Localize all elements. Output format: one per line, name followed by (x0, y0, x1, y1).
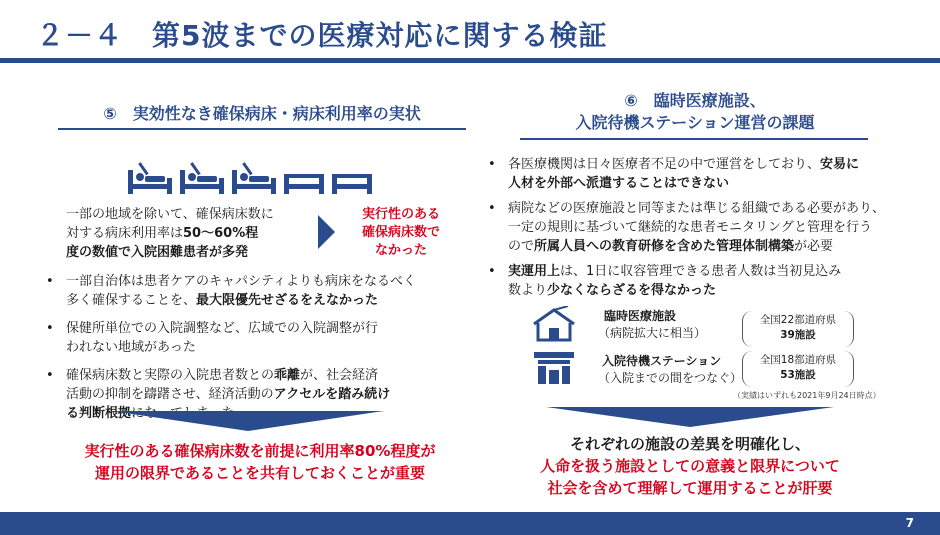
page-number: 7 (905, 516, 914, 530)
bullet-text: 数より (508, 283, 548, 298)
down-arrow-icon (546, 407, 834, 427)
bullet-text: • 保健所単位での入院調整など、広域での入院調整が行 (66, 321, 379, 336)
facility-stats (742, 311, 854, 347)
left-red-callout (346, 206, 456, 260)
bullet-emphasis: 人材を外部へ派遣することはできない (508, 176, 730, 191)
down-arrow-icon (112, 411, 384, 431)
title-underline (0, 58, 940, 63)
list-item (484, 262, 885, 300)
stat-prefectures: 全国22都道府県 (759, 314, 837, 326)
right-heading-underline (520, 138, 868, 140)
hospital-bed-icon (128, 156, 378, 198)
bullet-text: • 病院などの医療施設と同等または準じる組織である必要があり、 (508, 201, 886, 216)
callout-line: 確保病床数で (361, 225, 440, 240)
conclusion-line: 実行性のある確保病床数を前提に利用率80%程度が (84, 442, 436, 460)
left-bullet-list (42, 272, 416, 423)
bullet-text: 確保病床数と実際の入院患者数との (66, 368, 275, 383)
bullet-emphasis: 実運用上 (508, 264, 561, 279)
facility-name: 臨時医療施設 (604, 309, 677, 323)
bullet-emphasis: 所属人員への教育研修を含めた管理体制構築 (534, 239, 795, 254)
facility-name: 入院待機ステーション (602, 354, 722, 368)
bullet-text: 一定の規則に基づいて継続的な患者モニタリングと管理を行う (508, 220, 873, 235)
right-arrow-icon (318, 215, 335, 249)
lead-text: 対する病床利用率は (66, 226, 184, 241)
conclusion-line: 運用の限界であることを共有しておくことが重要 (94, 464, 425, 482)
left-heading-underline (58, 128, 466, 130)
bullet-text: が、社会経済 (300, 368, 379, 383)
station-icon-graphic (532, 350, 576, 386)
bullet-line (508, 262, 885, 281)
bullet-emphasis: 安易に (820, 157, 860, 172)
stat-facilities: 39施設 (780, 329, 816, 341)
bullet-text: 各医療機関は日々医療者不足の中で運営をしており、 (508, 157, 821, 172)
bullet-text: • 一部自治体は患者ケアのキャパシティよりも病床をなるべく (66, 274, 416, 289)
data-note: （実績はいずれも2021年9月24日時点） (733, 391, 881, 400)
bullet-line (66, 385, 416, 404)
conclusion-line: 社会を含めて理解して運用することが肝要 (547, 479, 833, 497)
facility-description: （病院拡大に相当） (598, 326, 707, 340)
bullet-line (66, 291, 416, 310)
list-item (484, 199, 885, 256)
right-bullet-list (484, 155, 885, 300)
conclusion-line: それぞれの施設の差異を明確化し、 (569, 435, 810, 453)
right-section-heading (520, 90, 870, 133)
station-building-icon (532, 350, 576, 386)
bullet-emphasis: 最大限優先せざるをえなかった (196, 293, 379, 308)
list-item (484, 155, 885, 193)
bed-icons-graphic (128, 156, 378, 198)
conclusion-line: 人命を扱う施設としての意義と限界について (540, 457, 840, 475)
stat-facilities: 53施設 (780, 369, 816, 381)
bullet-line (508, 174, 885, 193)
callout-line: なかった (374, 243, 427, 258)
bullet-text: になってしまった (131, 406, 236, 421)
waiting-station-label (598, 353, 742, 387)
facility-description: （入院までの間をつなぐ） (598, 371, 743, 385)
bullet-text: は、1日に収容管理できる患者人数は当初見込み (560, 264, 842, 279)
list-item (42, 319, 416, 357)
bullet-emphasis: る判断根拠 (66, 406, 132, 421)
bullet-emphasis: 少なくならざるを得なかった (547, 283, 717, 298)
list-item (42, 272, 416, 310)
temporary-facility-label (598, 308, 706, 342)
bullet-text: われない地域があった (66, 340, 196, 355)
bullet-emphasis: アクセルを踏み続け (273, 387, 391, 402)
heading-line: 入院待機ステーション運営の課題 (575, 112, 815, 132)
bullet-emphasis: 乖離 (274, 368, 301, 383)
bullet-text: ので (508, 239, 535, 254)
bullet-line (508, 281, 885, 300)
bullet-line (66, 366, 416, 385)
bullet-line (508, 155, 885, 174)
stat-prefectures: 全国18都道府県 (759, 354, 837, 366)
bullet-text: 多く確保することを、 (66, 293, 197, 308)
lead-emphasis: 50～60%程 (183, 226, 259, 241)
facility-stats (742, 351, 854, 387)
lead-line (66, 224, 316, 243)
lead-text: 一部の地域を除いて、確保病床数に (66, 207, 274, 222)
lead-line (66, 205, 316, 224)
lead-emphasis: 度の数値で入院困難患者が多発 (66, 245, 249, 260)
bullet-text: 活動の抑制を躊躇させ、経済活動の (66, 387, 274, 402)
left-conclusion (40, 440, 480, 484)
lead-line (66, 243, 316, 262)
callout-line: 実行性のある (361, 207, 440, 222)
left-lead-text (66, 205, 316, 262)
bullet-line (508, 237, 885, 256)
page-title: ２－４ 第5波までの医療対応に関する検証 (36, 19, 608, 52)
left-section-heading: ⑤ 実効性なき確保病床・病床利用率の実状 (103, 104, 421, 123)
bullet-text: が必要 (794, 239, 834, 254)
tent-facility-icon (530, 306, 578, 344)
footer-bar (0, 512, 940, 535)
heading-line: ⑥ 臨時医療施設、 (624, 91, 766, 110)
tent-icon-graphic (530, 306, 578, 344)
